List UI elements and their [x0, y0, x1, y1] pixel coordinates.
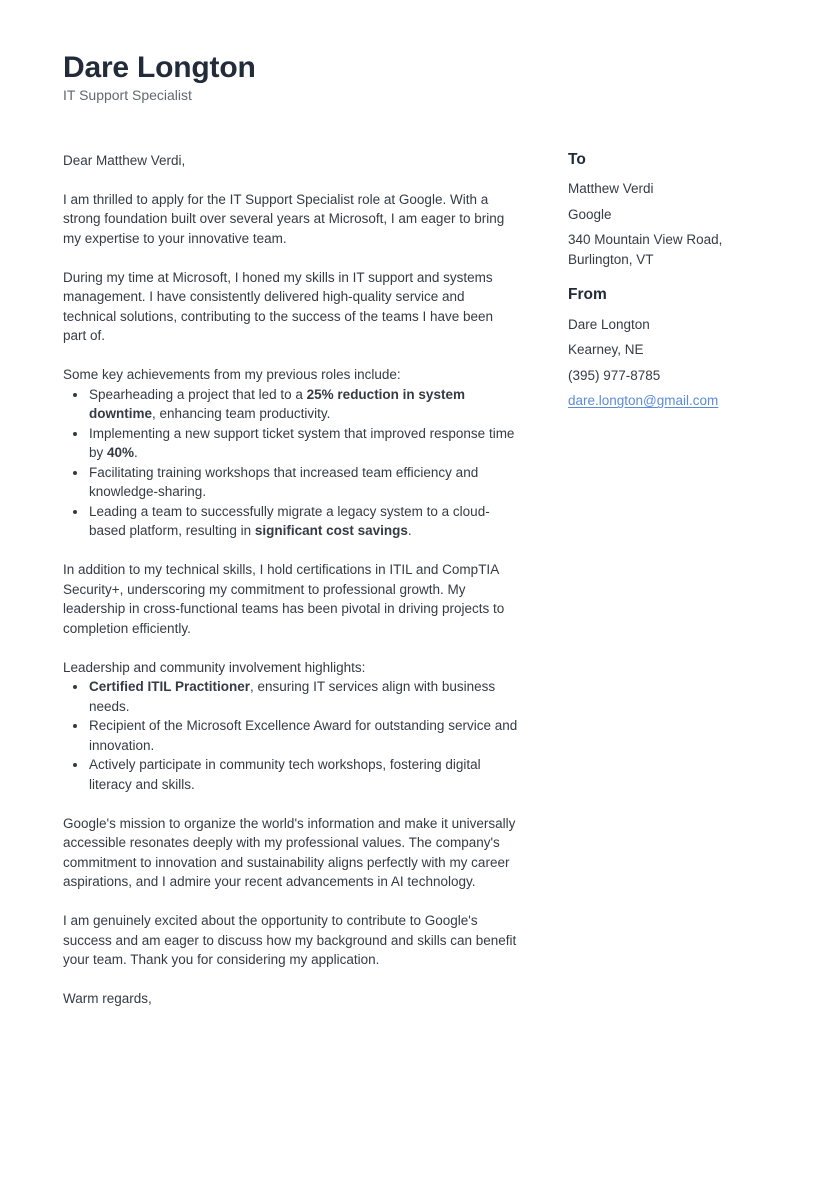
recipient-address: 340 Mountain View Road, Burlington, VT [568, 232, 723, 267]
text-run: , ensuring IT services align with business needs. [89, 679, 496, 714]
text-run: Leadership and community involvement highlights: [63, 659, 366, 675]
bold-text: 40% [107, 445, 135, 461]
text-run: Implementing a new support ticket system that improved response time by [89, 425, 515, 461]
letter-columns [63, 151, 790, 1029]
letter-bullet-item [88, 677, 519, 716]
text-run: Spearheading a project that led to a [89, 386, 307, 402]
from-section [568, 286, 786, 411]
from-heading: From [568, 286, 607, 304]
text-run: Google's mission to organize the world's information and make it universally accessible resonates deeply with my professional values. The company's commitment to innovation and sustainability aligns perfectly with my career aspirations, and I admire your recent advancements in AI technology. [63, 815, 516, 890]
bold-text: Certified ITIL Practitioner [89, 679, 251, 695]
letter-body [63, 151, 519, 1029]
letter-paragraph [63, 658, 519, 678]
text-run: Recipient of the Microsoft Excellence Award for outstanding service and innovation. [89, 718, 518, 753]
letter-paragraph [63, 911, 519, 970]
letter-paragraph [63, 989, 519, 1009]
text-run: During my time at Microsoft, I honed my skills in IT support and systems management. I have consistently delivered high-quality service and technical solutions, contributing to the success of the teams I have been part of. [63, 269, 494, 344]
sender-name: Dare Longton [568, 316, 650, 332]
letter-bullet-item [88, 502, 519, 541]
recipient-name: Matthew Verdi [568, 181, 654, 197]
to-heading: To [568, 150, 586, 168]
text-run: , enhancing team productivity. [152, 406, 331, 422]
text-run: I am genuinely excited about the opportunity to contribute to Google's success and am eager to discuss how my background and skills can benefit your team. Thank you for considering my application. [63, 913, 517, 968]
letter-paragraph [63, 268, 519, 346]
letter-paragraph [63, 365, 519, 385]
bold-text: 25% reduction in system downtime [89, 386, 465, 422]
text-run: In addition to my technical skills, I hold certifications in ITIL and CompTIA Security+, underscoring my commitment to professional growth. My leadership in cross-functional teams has been pivotal in driving projects to completion efficiently. [63, 562, 505, 636]
sender-location: Kearney, NE [568, 342, 644, 358]
letter-bullet-item [88, 385, 519, 424]
candidate-role: IT Support Specialist [63, 87, 192, 104]
text-run: . [134, 445, 138, 461]
letter-header [63, 52, 790, 105]
text-run: Facilitating training workshops that increased team efficiency and knowledge-sharing. [89, 464, 479, 500]
text-run: . [407, 523, 412, 539]
text-run: Leading a team to successfully migrate a legacy system to a cloud-based platform, resulting in [89, 503, 490, 539]
sender-phone: (395) 977-8785 [568, 367, 661, 383]
sender-email-link[interactable]: dare.longton@gmail.com [568, 393, 719, 409]
letter-bullet-item [88, 424, 519, 463]
text-run: Warm regards, [63, 991, 152, 1007]
letter-bullet-item [88, 755, 519, 794]
text-run: Some key achievements from my previous roles include: [63, 367, 401, 383]
text-run: Actively participate in community tech workshops, fostering digital literacy and skills. [89, 757, 481, 792]
text-run: Dear Matthew Verdi, [63, 152, 186, 168]
recipient-company: Google [568, 206, 612, 222]
to-section [568, 151, 786, 270]
letter-paragraph [63, 814, 519, 892]
letter-paragraph [63, 190, 519, 249]
letter-bullet-item [88, 463, 519, 502]
letter-bullet-list [63, 677, 519, 794]
contact-sidebar [568, 151, 786, 417]
letter-bullet-item [88, 716, 519, 755]
letter-paragraph [63, 560, 519, 638]
text-run: I am thrilled to apply for the IT Support Specialist role at Google. With a strong foundation built over several years at Microsoft, I am eager to bring my expertise to your innovative team. [63, 191, 505, 246]
letter-bullet-list [63, 385, 519, 541]
letter-paragraph [63, 151, 519, 171]
bold-text: significant cost savings [254, 523, 408, 539]
candidate-name: Dare Longton [63, 51, 256, 84]
